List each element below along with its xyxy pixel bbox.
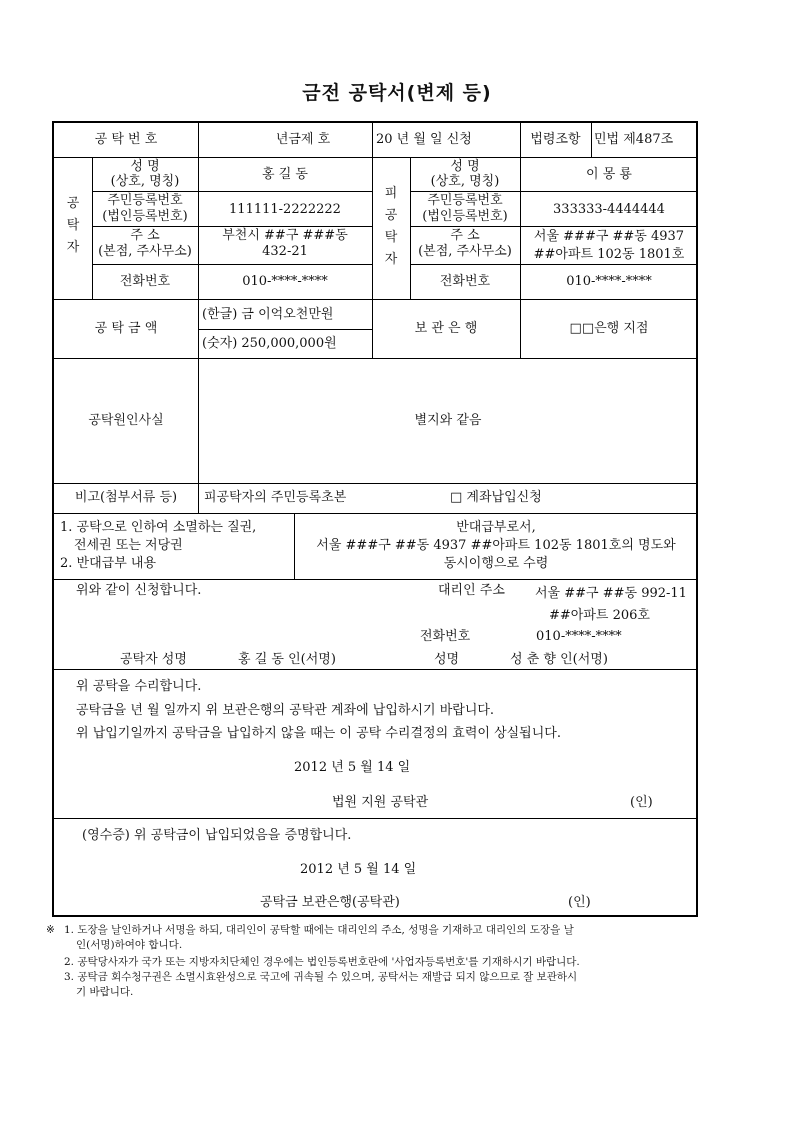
- amount-number: (숫자) 250,000,000원: [202, 336, 337, 351]
- note-3b: 기 바랍니다.: [76, 986, 134, 998]
- reason-label: 공탁원인사실: [88, 413, 164, 428]
- depositor-addr: 부천시 ##구 ###동 432-21: [222, 228, 348, 259]
- depositor-phone: 010-****-****: [242, 274, 328, 289]
- case-no: 년금제 호: [275, 132, 331, 147]
- notes-mark: ※: [46, 924, 55, 936]
- receipt-line1: (영수증) 위 공탁금이 납입되었음을 증명합니다.: [82, 828, 352, 843]
- note-1a: 1. 도장을 날인하거나 서명을 하되, 대리인이 공탁할 때에는 대리인의 주소, 성명을 기재하고 대리인의 도장을 날: [64, 924, 574, 936]
- law-value: 민법 제487조: [594, 132, 674, 147]
- extinction-label: 1. 공탁으로 인하여 소멸하는 질권, 전세권 또는 저당권 2. 반대급부 내용: [60, 520, 257, 571]
- acceptance-line3: 위 납입기일까지 공탁금을 납입하지 않을 때는 이 공탁 수리결정의 효력이 상실됩니다.: [76, 726, 561, 741]
- bank-value: □□은행 지점: [569, 321, 649, 336]
- application-statement: 위와 같이 신청합니다.: [76, 583, 202, 598]
- amount-label: 공 탁 금 액: [94, 321, 158, 336]
- depositor-sign-label: 공탁자 성명: [120, 652, 187, 667]
- form-title: 금전 공탁서(변제 등): [302, 82, 492, 104]
- depositor-name: 홍 길 동: [262, 167, 308, 182]
- remarks-doc: 피공탁자의 주민등록초본: [204, 490, 347, 505]
- receipt-bank: 공탁금 보관은행(공탁관): [260, 895, 400, 910]
- depositee-addr: 서울 ###구 ##동 4937 ##아파트 102동 1801호: [533, 229, 685, 262]
- depositor-side-label: 공 탁 자: [66, 196, 80, 255]
- depositee-id: 333333-4444444: [553, 202, 665, 217]
- depositor-name-label: 성 명 (상호, 명칭): [110, 159, 180, 189]
- deposit-form: [52, 121, 698, 917]
- acceptance-seal: (인): [630, 795, 653, 810]
- apply-date: 20 년 월 일 신청: [376, 132, 472, 147]
- agent-addr: 서울 ##구 ##동 992-11 ##아파트 206호: [535, 586, 687, 623]
- agent-phone-label: 전화번호: [420, 629, 471, 644]
- depositor-id-label: 주민등록번호 (법인등록번호): [102, 193, 188, 224]
- reason-value: 별지와 같음: [414, 413, 482, 428]
- depositee-name: 이 몽 룡: [586, 167, 632, 182]
- law-label: 법령조항: [530, 132, 581, 147]
- acceptance-date: 2012 년 5 월 14 일: [294, 760, 411, 775]
- depositee-phone-label: 전화번호: [439, 274, 491, 289]
- agent-sign: 성 춘 향 인(서명): [510, 652, 608, 667]
- agent-phone: 010-****-****: [536, 629, 622, 644]
- receipt-date: 2012 년 5 월 14 일: [300, 862, 417, 877]
- depositee-id-label: 주민등록번호 (법인등록번호): [422, 193, 508, 224]
- acceptance-court: 법원 지원 공탁관: [332, 795, 429, 810]
- deposit-no-label: 공 탁 번 호: [94, 132, 158, 147]
- depositor-phone-label: 전화번호: [119, 274, 171, 289]
- note-1b: 인(서명)하여야 합니다.: [76, 939, 183, 951]
- agent-name-label: 성명: [434, 652, 460, 667]
- acceptance-line2: 공탁금을 년 월 일까지 위 보관은행의 공탁관 계좌에 납입하시기 바랍니다.: [76, 703, 495, 718]
- bank-label: 보 관 은 행: [414, 321, 478, 336]
- receipt-seal: (인): [568, 895, 591, 910]
- extinction-value: 반대급부로서, 서울 ###구 ##동 4937 ##아파트 102동 1801호의 명도와 동시이행으로 수령: [316, 520, 676, 571]
- depositee-phone: 010-****-****: [566, 274, 652, 289]
- depositee-addr-label: 주 소 (본점, 주사무소): [418, 228, 512, 259]
- remarks-label: 비고(첨부서류 등): [74, 490, 178, 505]
- agent-addr-label: 대리인 주소: [438, 583, 505, 598]
- note-2: 2. 공탁당사자가 국가 또는 지방자치단체인 경우에는 법인등록번호란에 '사업자등록번호'를 기재하시기 바랍니다.: [64, 956, 580, 968]
- depositor-addr-label: 주 소 (본점, 주사무소): [98, 228, 192, 259]
- depositee-name-label: 성 명 (상호, 명칭): [430, 159, 500, 189]
- note-3a: 3. 공탁금 회수청구권은 소멸시효완성으로 국고에 귀속될 수 있으며, 공탁서는 재발급 되지 않으므로 잘 보관하시: [64, 971, 578, 983]
- depositee-side-label: 피 공 탁 자: [384, 186, 398, 267]
- acceptance-line1: 위 공탁을 수리합니다.: [76, 679, 202, 694]
- depositor-sign: 홍 길 동 인(서명): [238, 652, 336, 667]
- account-deposit-checkbox[interactable]: □ 계좌납입신청: [450, 490, 542, 505]
- depositor-id: 111111-2222222: [229, 202, 341, 217]
- amount-korean: (한글) 금 이억오천만원: [202, 307, 334, 322]
